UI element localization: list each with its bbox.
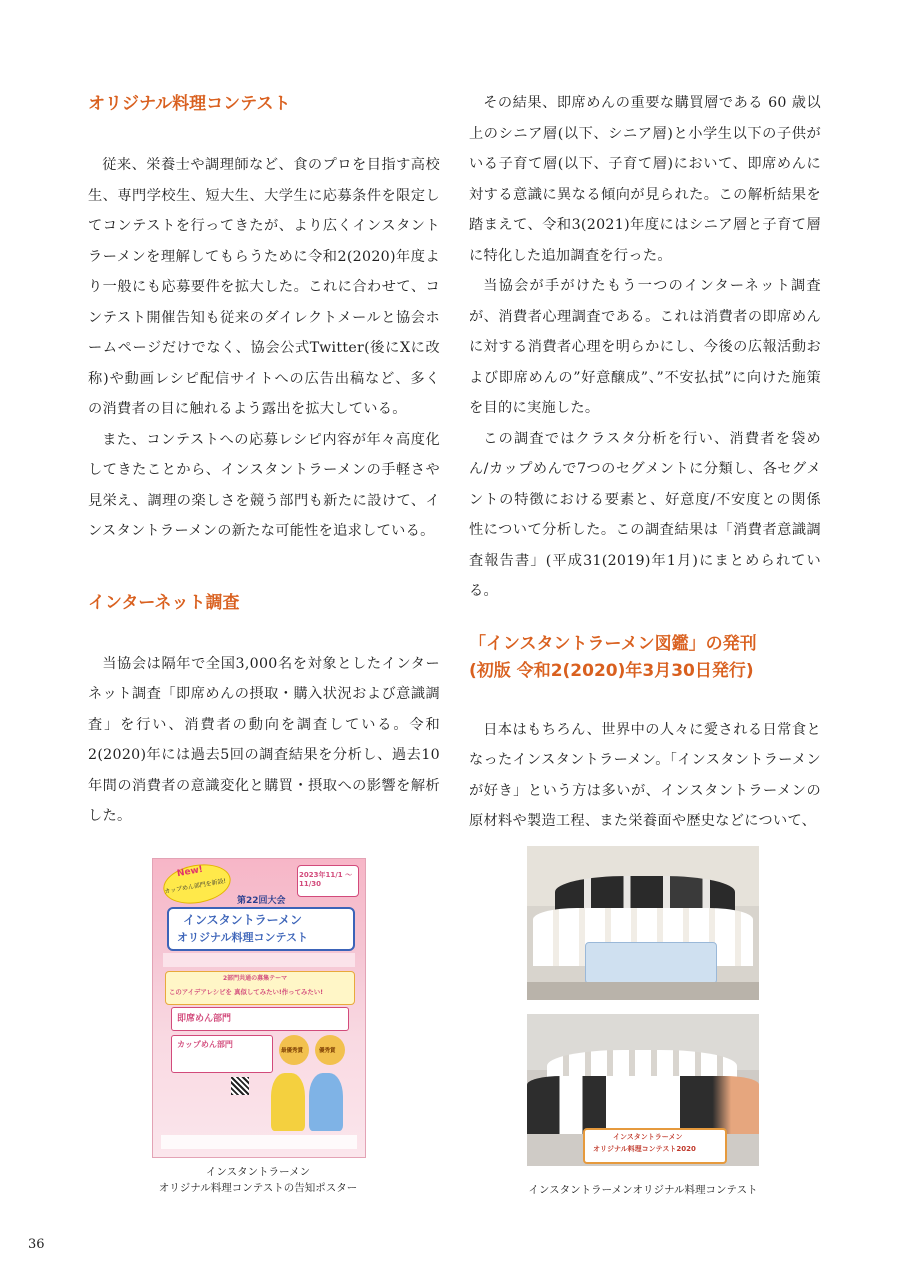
photo1-banner [585, 942, 717, 984]
photos-caption: インスタントラーメンオリジナル料理コンテスト [528, 1184, 758, 1196]
heading-ramen-encyclopedia [469, 631, 821, 685]
poster-award2: 優秀賞 [319, 1048, 336, 1054]
poster-caption-line2: オリジナル料理コンテストの告知ポスター [158, 1182, 358, 1194]
poster-category2: カップめん部門 [177, 1040, 233, 1049]
page-number: 36 [28, 1237, 45, 1252]
photo2-front-row [527, 1076, 759, 1134]
poster-caption-line1: インスタントラーメン [205, 1166, 311, 1178]
heading-internet-survey: インターネット調査 [88, 592, 240, 613]
poster-theme: このアイデアレシピを 真似してみたい!作ってみたい! [169, 988, 324, 996]
photo1-floor [527, 982, 759, 1000]
poster-dates: 2023年11/1 〜11/30 [299, 871, 353, 888]
left-column [88, 88, 440, 832]
photo2-banner-line2: オリジナル料理コンテスト2020 [593, 1145, 696, 1153]
paragraph-internet-survey: 当協会は隔年で全国3,000名を対象としたインターネット調査「即席めんの摂取・購入状況および意識調査」を行い、消費者の動向を調査している。令和2(2020)年には過去5回の調査結果を分析し、過去10年間の消費者の意識変化と購買・摂取への影響を解析した。 [88, 655, 440, 824]
poster-illustration-person2 [309, 1073, 343, 1131]
poster-title-line1: インスタントラーメン [183, 913, 303, 927]
poster-award1: 最優秀賞 [281, 1048, 304, 1054]
paragraph-contest-new-category: また、コンテストへの応募レシピ内容が年々高度化してきたことから、インスタントラーメンの手軽さや見栄え、調理の楽しさを競う部門も新たに設けて、インスタントラーメンの新たな可能性を追求している。 [88, 431, 440, 539]
heading-ramen-encyclopedia-line1: 「インスタントラーメン図鑑」の発刊 [469, 633, 757, 654]
heading-original-cooking-contest: オリジナル料理コンテスト [88, 94, 291, 114]
contest-group-photo-2 [527, 1014, 759, 1166]
poster-title-line2: オリジナル料理コンテスト [177, 931, 309, 944]
paragraph-consumer-psychology: 当協会が手がけたもう一つのインターネット調査が、消費者心理調査である。これは消費者の即席めんに対する消費者心理を明らかにし、今後の広報活動および即席めんの”好意醸成”、”不安払拭”に向けた施策を目的に実施した。 [469, 278, 821, 416]
poster-new-label: New! [176, 864, 204, 880]
poster-theme-label: 2部門共通の募集テーマ [223, 975, 288, 982]
heading-ramen-encyclopedia-line2: (初版 令和2(2020)年3月30日発行) [469, 660, 754, 681]
poster-footer-band [161, 1135, 357, 1149]
poster-qr-code [231, 1077, 249, 1095]
contest-group-photo-1 [527, 846, 759, 1000]
poster-caption [128, 1164, 388, 1196]
contest-poster-image [152, 858, 366, 1158]
paragraph-contest-expansion: 従来、栄養士や調理師など、食のプロを目指す高校生、専門学校生、短大生、大学生に応募条件を限定してコンテストを行ってきたが、より広くインスタントラーメンを理解してもらうために令和2(2020)年度より一般にも応募要件を拡大した。これに合わせて、コンテスト開催告知も従来のダイレクトメールと協会ホームページだけでなく、協会公式Twitter(後にXに改称)や動画レシピ配信サイトへの広告出稿など、多くの消費者の目に触れるよう露出を拡大している。 [88, 157, 440, 417]
photo2-banner-line1: インスタントラーメン [613, 1133, 683, 1141]
poster-new-text: カップめん部門を新設! [163, 877, 227, 896]
poster-category1: 即席めん部門 [177, 1014, 232, 1024]
poster-illustration-person1 [271, 1073, 305, 1131]
paragraph-encyclopedia-intro: 日本はもちろん、世界中の人々に愛される日常食となったインスタントラーメン。「インスタントラーメンが好き」という方は多いが、インスタントラーメンの原材料や製造工程、また栄養面や歴史などについて、 [469, 721, 821, 829]
poster-edition: 第22回大会 [237, 896, 286, 906]
paragraph-survey-results: その結果、即席めんの重要な購買層である 60 歳以上のシニア層(以下、シニア層)と小学生以下の子供がいる子育て層(以下、子育て層)において、即席めんに対する意識に異なる傾向が見られた。この解析結果を踏まえて、令和3(2021)年度にはシニア層と子育て層に特化した追加調査を行った。 [469, 95, 821, 264]
right-column [469, 88, 821, 837]
paragraph-cluster-analysis: この調査ではクラスタ分析を行い、消費者を袋めん/カップめんで7つのセグメントに分類し、各セグメントの特徴における要素と、好意度/不安度との関係性について分析した。この調査結果は「消費者意識調査報告書」(平成31(2019)年1月)にまとめられている。 [469, 430, 821, 599]
poster-info-band [163, 953, 355, 967]
